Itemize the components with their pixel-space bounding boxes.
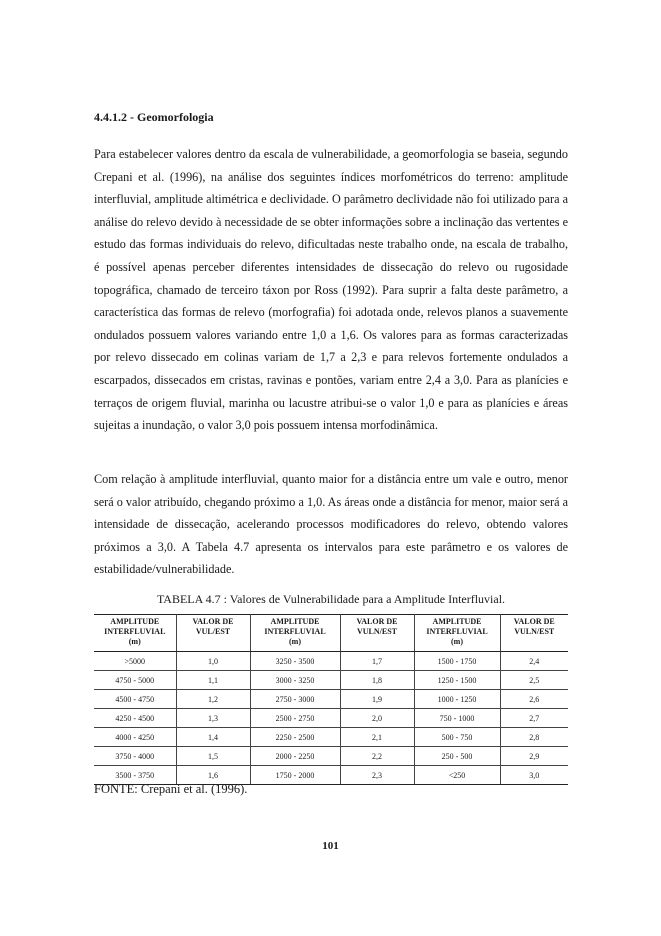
table-cell: <250 [414, 766, 500, 785]
section-title: 4.4.1.2 - Geomorfologia [94, 110, 214, 124]
table-cell: 750 - 1000 [414, 709, 500, 728]
table-cell: 2,6 [500, 690, 568, 709]
table-cell: 2,3 [340, 766, 414, 785]
table-row [94, 747, 568, 766]
table-header-row [94, 615, 568, 652]
table-cell: 2,5 [500, 671, 568, 690]
table-cell: 4750 - 5000 [94, 671, 176, 690]
table-cell: 1,0 [176, 652, 250, 671]
header-amplitude-3: AMPLITUDE INTERFLUVIAL (m) [414, 615, 500, 652]
table-cell: 250 - 500 [414, 747, 500, 766]
table-cell: 2,1 [340, 728, 414, 747]
table-caption: TABELA 4.7 : Valores de Vulnerabilidade para a Amplitude Interfluvial. [156, 592, 506, 606]
table-cell: 2,4 [500, 652, 568, 671]
table-cell: 1,4 [176, 728, 250, 747]
table-cell: 1,8 [340, 671, 414, 690]
table-cell: 3,0 [500, 766, 568, 785]
header-amplitude-1: AMPLITUDE INTERFLUVIAL (m) [94, 615, 176, 652]
table-cell: 2750 - 3000 [250, 690, 340, 709]
table-cell: 1,2 [176, 690, 250, 709]
header-valor-1: VALOR DE VUL/EST [176, 615, 250, 652]
table-cell: 1500 - 1750 [414, 652, 500, 671]
table-row [94, 709, 568, 728]
table-cell: 2,0 [340, 709, 414, 728]
table-cell: 2,7 [500, 709, 568, 728]
table-cell: 1,3 [176, 709, 250, 728]
table-cell: 1,9 [340, 690, 414, 709]
table-row [94, 690, 568, 709]
table-cell: 3500 - 3750 [94, 766, 176, 785]
paragraph-amplitude-interfluvial: Com relação à amplitude interfluvial, quanto maior for a distância entre um vale e outro, menor será o valor atribuído, chegando próximo a 1,0. As áreas onde a distância for menor, maior será a intensidade de dissecação, acelerando processos modificadores do relevo, obtendo valores próximos a 3,0. A Tabela 4.7 apresenta os intervalos para este parâmetro e os valores de estabilidade/vulnerabilidade. [94, 472, 568, 577]
table-cell: 2500 - 2750 [250, 709, 340, 728]
table-cell: 1000 - 1250 [414, 690, 500, 709]
table-cell: 500 - 750 [414, 728, 500, 747]
table-cell: 3000 - 3250 [250, 671, 340, 690]
table-cell: 3750 - 4000 [94, 747, 176, 766]
table-cell: 4250 - 4500 [94, 709, 176, 728]
table-cell: 1750 - 2000 [250, 766, 340, 785]
header-valor-3: VALOR DE VULN/EST [500, 615, 568, 652]
table-source: FONTE: Crepani et al. (1996). [94, 782, 248, 796]
table-cell: 2,2 [340, 747, 414, 766]
table-cell: 2250 - 2500 [250, 728, 340, 747]
page-number: 101 [322, 840, 339, 852]
paragraph-geomorfologia: Para estabelecer valores dentro da escala de vulnerabilidade, a geomorfologia se baseia, segundo Crepani et al. (1996), na análise dos seguintes índices morfométricos do terreno: amplitude interfluvial, amplitude altimétrica e declividade. O parâmetro declividade não foi utilizado para a análise do relevo devido à necessidade de se obter informações sobre a inclinação das vertentes e estudo das formas individuais do relevo, dificultadas neste trabalho onde, na escala de trabalho, é possível apenas perceber diferentes intensidades de dissecação do relevo ou rugosidade topográfica, chamado de terceiro táxon por Ross (1992). Para suprir a falta deste parâmetro, a característica das formas de relevo (morfografia) foi adotada onde, relevos planos a suavemente ondulados possuem valores variando entre 1,0 a 1,6. Os valores para as formas caracterizadas por relevo dissecado em colinas variam de 1,7 a 2,3 e para relevos fortemente ondulados a escarpados, dissecados em cristas, ravinas e pontões, variam entre 2,4 a 3,0. Para as planícies e terraços de origem fluvial, marinha ou lacustre atribui-se o valor 1,0 e para as planícies e áreas sujeitas a inundação, o valor 3,0 pois possuem intensa morfodinâmica. [94, 147, 568, 433]
table-cell: 4500 - 4750 [94, 690, 176, 709]
table-cell: 3250 - 3500 [250, 652, 340, 671]
table-cell: >5000 [94, 652, 176, 671]
table-cell: 2,9 [500, 747, 568, 766]
header-amplitude-2: AMPLITUDE INTERFLUVIAL (m) [250, 615, 340, 652]
table-row [94, 671, 568, 690]
table-cell: 1250 - 1500 [414, 671, 500, 690]
header-valor-2: VALOR DE VULN/EST [340, 615, 414, 652]
table-cell: 2,8 [500, 728, 568, 747]
table-row [94, 652, 568, 671]
table-cell: 1,5 [176, 747, 250, 766]
table-cell: 1,1 [176, 671, 250, 690]
vulnerability-table [94, 614, 568, 785]
table-cell: 1,6 [176, 766, 250, 785]
table-cell: 4000 - 4250 [94, 728, 176, 747]
table-row [94, 728, 568, 747]
table-cell: 1,7 [340, 652, 414, 671]
table-cell: 2000 - 2250 [250, 747, 340, 766]
